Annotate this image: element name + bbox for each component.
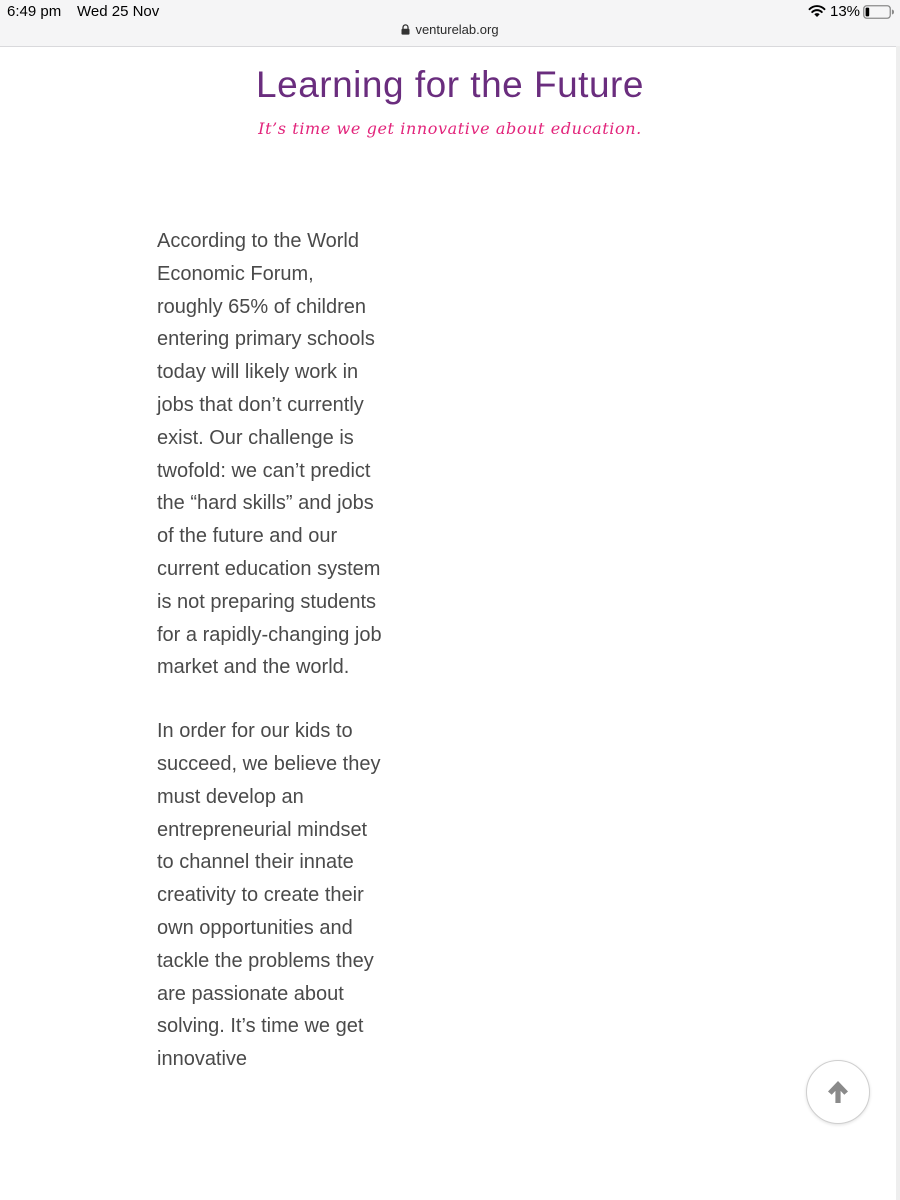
article-paragraph: In order for our kids to succeed, we believe they must develop an entrepreneurial mindset to channel their innate creativity to create their own opportunities and tackle the problems they are passionate about solving. It’s time we get innovative <box>157 720 381 1071</box>
url-text: venturelab.org <box>415 22 499 37</box>
scroll-to-top-button[interactable] <box>806 1060 870 1124</box>
scrollbar[interactable] <box>896 46 900 1200</box>
address-bar[interactable] <box>0 22 900 42</box>
battery-icon <box>863 5 895 19</box>
battery-percentage: 13% <box>830 3 861 20</box>
status-date: Wed 25 Nov <box>77 3 160 20</box>
browser-top-bar <box>0 0 900 47</box>
status-time: 6:49 pm <box>7 3 62 20</box>
page-tagline: It’s time we get innovative about education. <box>258 119 642 138</box>
article-body <box>157 225 382 1107</box>
arrow-up-icon <box>827 1080 849 1104</box>
article-paragraph: According to the World Economic Forum, roughly 65% of children entering primary schools today will likely work in jobs that don’t currently exist. Our challenge is twofold: we can’t predict the “hard skills” and jobs of the future and our current education system is not preparing students for a rapidly-changing job market and the world. <box>157 230 382 679</box>
page-title: Learning for the Future <box>256 64 644 105</box>
lock-icon <box>401 24 410 35</box>
wifi-icon <box>808 4 826 18</box>
